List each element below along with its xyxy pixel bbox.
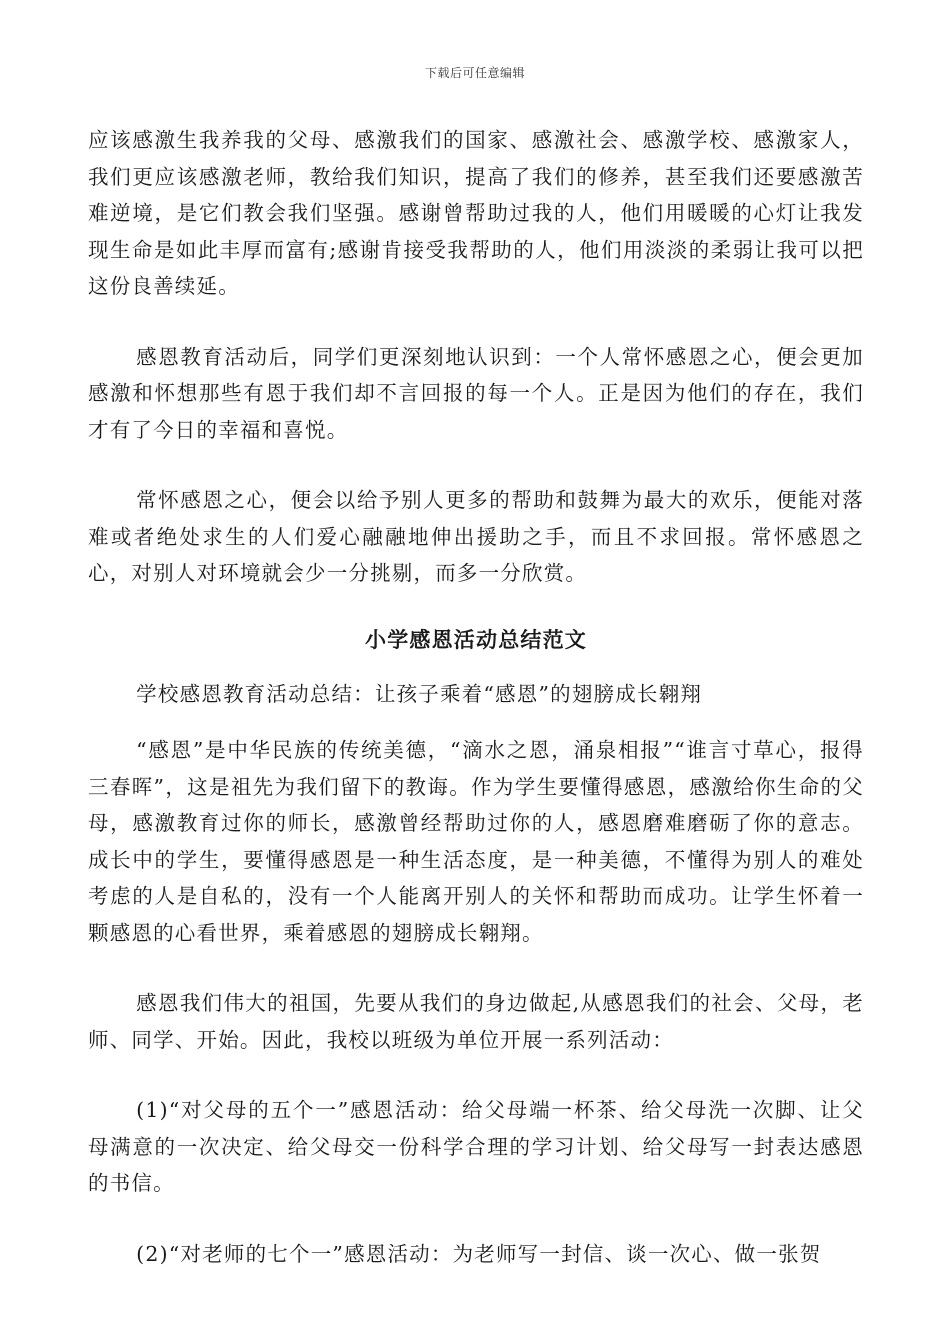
paragraph: 感恩教育活动后，同学们更深刻地认识到：一个人常怀感恩之心，便会更加感激和怀想那些有恩于我们却不言回报的每一个人。正是因为他们的存在，我们才有了今日的幸福和喜悦。 xyxy=(88,344,864,442)
paragraph: “感恩”是中华民族的传统美德，“滴水之恩，涌泉相报”“谁言寸草心，报得三春晖”，这是祖先为我们留下的教诲。作为学生要懂得感恩，感激给你生命的父母，感激教育过你的师长，感激曾经帮助过你的人，感恩磨难磨砺了你的意志。成长中的学生，要懂得感恩是一种生活态度，是一种美德，不懂得为别人的难处考虑的人是自私的，没有一个人能离开别人的关怀和帮助而成功。让学生怀着一颗感恩的心看世界，乘着感恩的翅膀成长翱翔。 xyxy=(88,738,864,945)
section-subtitle: 学校感恩教育活动总结：让孩子乘着“感恩”的翅膀成长翱翔 xyxy=(136,681,703,706)
document-body xyxy=(88,122,864,1306)
paragraph: (2)“对老师的七个一”感恩活动：为老师写一封信、谈一次心、做一张贺 xyxy=(136,1241,822,1266)
header-note: 下载后可任意编辑 xyxy=(424,66,525,80)
paragraph: 感恩我们伟大的祖国，先要从我们的身边做起,从感恩我们的社会、父母，老师、同学、开始。因此，我校以班级为单位开展一系列活动： xyxy=(88,991,864,1052)
paragraph: 常怀感恩之心，便会以给予别人更多的帮助和鼓舞为最大的欢乐，便能对落难或者绝处求生的人们爱心融融地伸出援助之手，而且不求回报。常怀感恩之心，对别人对环境就会少一分挑剔，而多一分欣赏。 xyxy=(88,488,864,585)
paragraph: (1)“对父母的五个一”感恩活动：给父母端一杯茶、给父母洗一次脚、让父母满意的一次决定、给父母交一份科学合理的学习计划、给父母写一封表达感恩的书信。 xyxy=(88,1098,864,1195)
section-title: 小学感恩活动总结范文 xyxy=(365,627,587,652)
paragraph: 应该感激生我养我的父母、感激我们的国家、感激社会、感激学校、感激家人，我们更应该感激老师，教给我们知识，提高了我们的修养，甚至我们还要感激苦难逆境，是它们教会我们坚强。感谢曾帮助过我的人，他们用暖暖的心灯让我发现生命是如此丰厚而富有;感谢肯接受我帮助的人，他们用淡淡的柔弱让我可以把这份良善续延。 xyxy=(88,128,864,298)
